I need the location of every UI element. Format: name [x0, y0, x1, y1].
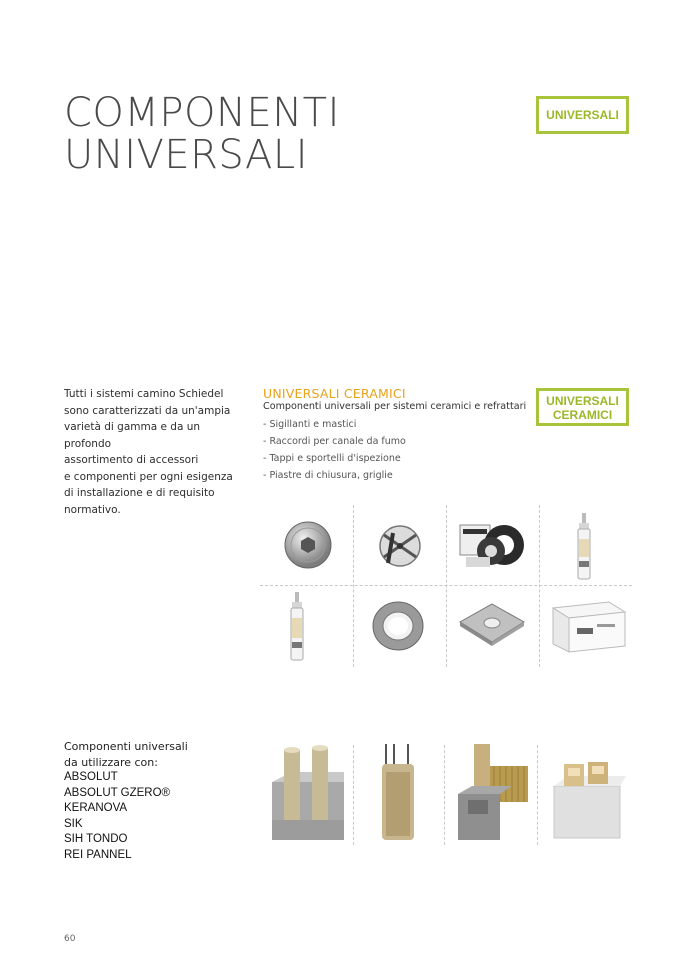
system-item: ABSOLUT GZERO®: [64, 786, 171, 799]
product-damper-image: [353, 505, 446, 586]
intro-paragraph: [64, 386, 244, 518]
system-keranova-image: [452, 742, 534, 842]
intro-line: normativo.: [64, 503, 121, 516]
badge-line-1: UNIVERSALI: [546, 394, 619, 408]
intro-line: assortimento di accessori: [64, 454, 199, 466]
system-item: ABSOLUT: [64, 771, 118, 783]
image-divider: [353, 745, 354, 845]
product-gasket-kit-image: [446, 505, 539, 586]
list-item: - Raccordi per canale da fumo: [263, 436, 406, 447]
system-item: KERANOVA: [64, 802, 128, 814]
section-title: UNIVERSALI CERAMICI: [263, 386, 406, 401]
system-rei-pannel-image: [546, 742, 628, 842]
usage-block: [64, 739, 188, 863]
list-item: - Sigillanti e mastici: [263, 419, 357, 430]
badge-line-2: CERAMICI: [552, 408, 613, 422]
system-list: [64, 770, 188, 863]
usage-heading-line: da utilizzare con:: [64, 755, 158, 769]
system-item: SIK: [64, 817, 83, 830]
page-number: 60: [64, 934, 76, 944]
universali-ceramici-badge: [536, 388, 629, 426]
product-grid: [260, 505, 632, 667]
section-list: [263, 416, 406, 484]
list-item: - Piastre di chiusura, griglie: [263, 470, 393, 481]
product-ring-fitting-image: [353, 586, 446, 667]
system-item: SIH TONDO: [64, 833, 128, 845]
product-sealant-tube-image: [260, 586, 353, 667]
image-divider: [444, 745, 445, 845]
system-item: REI PANNEL: [64, 848, 132, 861]
product-cap-image: [260, 505, 353, 586]
page-title: [64, 92, 340, 176]
intro-line: Tutti i sistemi camino Schiedel: [64, 388, 224, 400]
universali-badge: UNIVERSALI: [536, 96, 629, 134]
title-line-2: UNIVERSALI: [64, 132, 309, 178]
system-gzero-image: [360, 742, 440, 842]
intro-line: varietà di gamma e da un profondo: [64, 421, 201, 450]
title-line-1: COMPONENTI: [64, 90, 340, 136]
product-closure-plate-image: [446, 586, 539, 667]
intro-line: e componenti per ogni esigenza: [64, 470, 233, 483]
intro-line: di installazione e di requisito: [64, 487, 215, 499]
product-mastic-box-image: [539, 586, 632, 667]
system-absolut-image: [266, 742, 350, 842]
usage-heading-line: Componenti universali: [64, 740, 188, 753]
image-divider: [537, 745, 538, 845]
list-item: - Tappi e sportelli d'ispezione: [263, 453, 401, 464]
product-sealant-tube-image: [539, 505, 632, 586]
section-subtitle: Componenti universali per sistemi ceramici e refrattari: [263, 401, 527, 412]
intro-line: sono caratterizzati da un'ampia: [64, 404, 231, 417]
